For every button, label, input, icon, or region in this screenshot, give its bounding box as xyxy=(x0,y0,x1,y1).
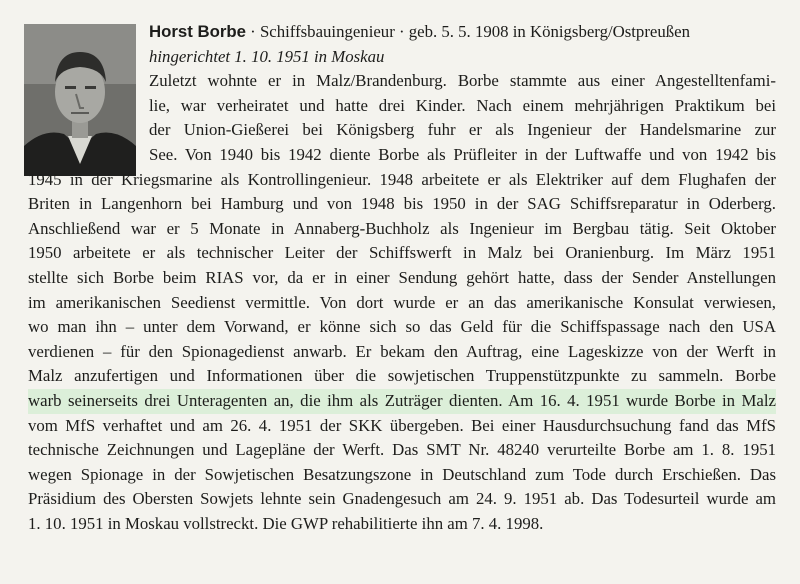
biography-text xyxy=(28,20,776,536)
text-line: Malz anzufertigen und Informationen über die sowjetischen Truppenstützpunkte zu sammeln. Borbe xyxy=(28,366,776,386)
text-line: 1950 arbeitete er als technischer Leiter der Schiffswerft in Malz bei Oranienburg. Im März 1951 xyxy=(28,243,776,263)
entry-subtitle: hingerichtet 1. 10. 1951 in Moskau xyxy=(149,46,385,66)
text-line: technische Zeichnungen und Lagepläne der Werft. Das SMT Nr. 48240 verurteilte Borbe am 1. 8. 1951 xyxy=(28,440,776,460)
text-line: im amerikanischen Seedienst vermittle. Von dort wurde er an das amerikanische Konsulat verwiesen, xyxy=(28,292,776,312)
text-line: stellte sich Borbe beim RIAS vor, da er in einer Sendung gehört hatte, dass der Sender Anstellungen xyxy=(28,267,776,287)
text-line: wo man ihn – unter dem Vorwand, er könne sich so das Geld für die Schiffspassage nach den USA xyxy=(28,317,776,337)
header-details: · Schiffsbauingenieur · geb. 5. 5. 1908 in Königsberg/Ostpreußen xyxy=(245,22,690,41)
text-line: Anschließend war er 5 Monate in Annaberg-Buchholz als Ingenieur im Bergbau tätig. Seit Oktober xyxy=(28,218,776,238)
text-line: der Union-Gießerei bei Königsberg fuhr er als Ingenieur der Handelsmarine zur xyxy=(149,120,776,140)
text-line: Präsidium des Obersten Sowjets lehnte sein Gnadengesuch am 24. 9. 1951 ab. Das Todesurteil wurde am xyxy=(28,489,776,509)
text-line: 1945 in der Kriegsmarine als Kontrollingenieur. 1948 arbeitete er als Elektriker auf dem Flughafen der xyxy=(28,169,776,189)
text-line: 1. 10. 1951 in Moskau vollstreckt. Die GWP rehabilitierte ihn am 7. 4. 1998. xyxy=(28,513,544,533)
text-line: lie, war verheiratet und hatte drei Kinder. Nach einem mehrjährigen Praktikum bei xyxy=(149,95,776,115)
text-line: verdienen – für den Spionagedienst anwarb. Er bekam den Auftrag, eine Lageskizze von der Werft in xyxy=(28,341,776,361)
text-line: wegen Spionage in der Sowjetischen Besatzungszone in Deutschland zum Tode durch Erschießen. Das xyxy=(28,464,776,484)
text-line: vom MfS verhaftet und am 26. 4. 1951 der SKK übergeben. Bei einer Hausdurchsuchung fand das MfS xyxy=(28,415,776,435)
text-line: Briten in Langenhorn bei Hamburg und von 1948 bis 1950 in der SAG Schiffsreparatur in Oderberg. xyxy=(28,194,776,214)
person-name: Horst Borbe xyxy=(149,22,246,41)
entry-header xyxy=(28,20,776,45)
text-line: Zuletzt wohnte er in Malz/Brandenburg. Borbe stammte aus einer Angestelltenfami- xyxy=(149,71,776,91)
text-line: warb seinerseits drei Unteragenten an, die ihm als Zuträger dienten. Am 16. 4. 1951 wurde Borbe in Malz xyxy=(28,389,776,414)
text-line: See. Von 1940 bis 1942 diente Borbe als Prüfleiter in der Luftwaffe und von 1942 bis xyxy=(149,144,776,164)
